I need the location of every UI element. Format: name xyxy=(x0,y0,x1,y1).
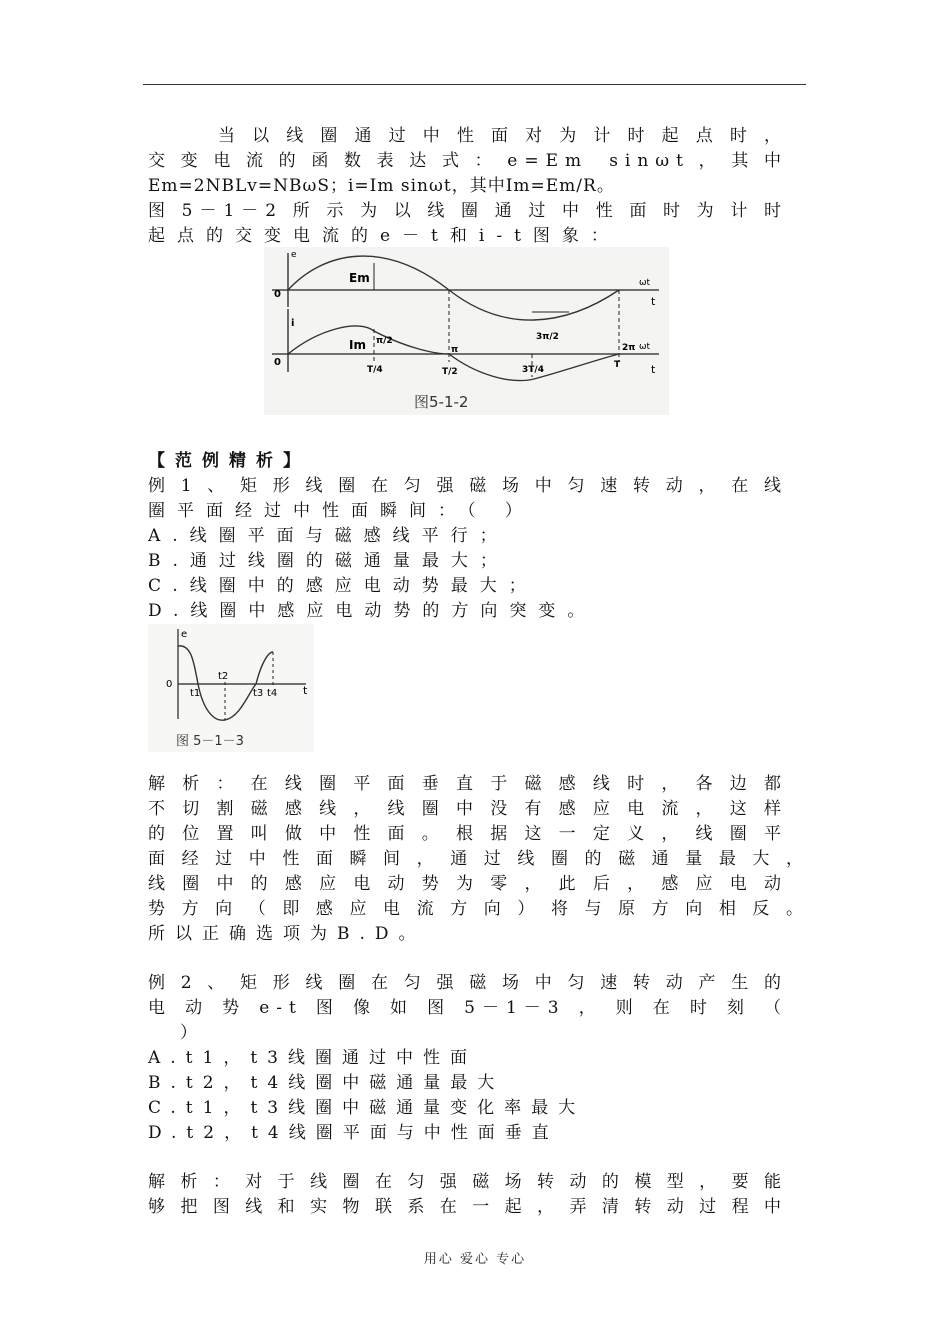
fig512-t-half: T/2 xyxy=(442,367,458,377)
page-footer: 用心 爱心 专心 xyxy=(423,1252,527,1267)
fig512-pi-half: π/2 xyxy=(376,336,393,346)
ans1-line-1: 解析：在线圈平面垂直于磁感线时，各边都 xyxy=(148,774,788,794)
fig512-wt-top: ωt xyxy=(639,278,651,288)
ex1-line-1: 例1、矩形线圈在匀强磁场中匀速转动，在线 xyxy=(148,476,788,496)
fig512-im-label: Im xyxy=(349,338,366,352)
ans1-line-5: 线圈中的感应电动势为零，此后，感应电动 xyxy=(148,874,788,894)
ans1-line-4: 面经过中性面瞬间，通过线圈的磁通量最大， xyxy=(148,849,810,869)
ex2-option-d: D.t2，t4线圈平面与中性面垂直 xyxy=(148,1123,559,1143)
fig512-wt-bottom: ωt xyxy=(639,342,651,352)
ex1-option-a: A.线圈平面与磁感线平行； xyxy=(148,526,509,546)
fig513-t3: t3 xyxy=(253,688,264,699)
fig513-t2: t2 xyxy=(218,671,229,682)
fig513-t4: t4 xyxy=(267,688,278,699)
figure-5-1-3 xyxy=(148,624,314,752)
fig512-2pi: 2π xyxy=(622,343,636,353)
ex1-option-c: C.线圈中的感应电动势最大； xyxy=(148,576,538,596)
fig513-caption: 图 5－1－3 xyxy=(176,734,244,749)
fig512-i-axis-label: i xyxy=(291,318,295,329)
figure-5-1-2 xyxy=(264,247,669,415)
fig512-pi: π xyxy=(451,345,459,355)
ans1-line-6: 势方向（即感应电流方向）将与原方向相反。 xyxy=(148,899,810,919)
ex1-option-d: D.线圈中感应电动势的方向突变。 xyxy=(148,601,597,621)
ex2-option-c: C.t1，t3线圈中磁通量变化率最大 xyxy=(148,1098,586,1118)
ex2-line-3: ） xyxy=(180,1023,204,1043)
fig513-t1: t1 xyxy=(190,688,201,699)
ex2-line-1: 例2、矩形线圈在匀强磁场中匀速转动产生的 xyxy=(148,973,788,993)
intro-line-1: 当以线圈通过中性面对为计时起点时， xyxy=(218,126,788,146)
fig512-t-full: T xyxy=(614,360,621,370)
ans2-line-2: 够把图线和实物联系在一起，弄清转动过程中 xyxy=(148,1197,788,1217)
ans2-line-1: 解析：对于线圈在匀强磁场转动的模型，要能 xyxy=(148,1172,788,1192)
ex1-option-b: B.通过线圈的磁通量最大； xyxy=(148,551,509,571)
fig512-em-label: Em xyxy=(349,271,370,285)
ex2-option-a: A.t1，t3线圈通过中性面 xyxy=(148,1048,477,1068)
ex2-option-b: B.t2，t4线圈中磁通量最大 xyxy=(148,1073,505,1093)
intro-line-5: 起点的交变电流的e－t和i-t图象： xyxy=(148,226,620,246)
header-rule xyxy=(143,84,806,85)
fig513-e-axis-label: e xyxy=(181,629,188,640)
fig512-origin-top: 0 xyxy=(274,289,281,300)
ans1-line-7: 所以正确选项为B.D。 xyxy=(148,924,426,944)
ex1-line-2: 圈平面经过中性面瞬间：（ ） xyxy=(148,501,534,521)
intro-line-4: 图5－1－2所示为以线圈通过中性面时为计时 xyxy=(148,201,788,221)
fig512-t-bottom: t xyxy=(651,363,656,376)
fig512-caption: 图5-1-2 xyxy=(414,393,469,411)
ex2-line-2: 电动势e-t图像如图5－1－3，则在时刻（ xyxy=(148,998,788,1018)
fig512-3pi-half: 3π/2 xyxy=(536,332,559,342)
ans1-line-3: 的位置叫做中性面。根据这一定义，线圈平 xyxy=(148,824,788,844)
ans1-line-2: 不切割磁感线，线圈中没有感应电流，这样 xyxy=(148,799,788,819)
intro-line-3: Em=2NBLv=NBωS；i=Im sinωt，其中Im=Em/R。 xyxy=(148,176,615,196)
fig512-t-three-quarter: 3T/4 xyxy=(522,365,544,375)
fig512-t-top: t xyxy=(651,295,656,308)
fig512-t-quarter: T/4 xyxy=(367,365,383,375)
intro-line-2: 交变电流的函数表达式：e=Em sinωt，其中 xyxy=(148,151,788,171)
fig512-origin-bottom: 0 xyxy=(274,357,281,368)
section-title: 【范例精析】 xyxy=(148,451,310,471)
fig513-origin: 0 xyxy=(166,679,173,690)
fig512-e-axis-label: e xyxy=(291,250,297,260)
fig513-t-axis: t xyxy=(303,684,308,697)
